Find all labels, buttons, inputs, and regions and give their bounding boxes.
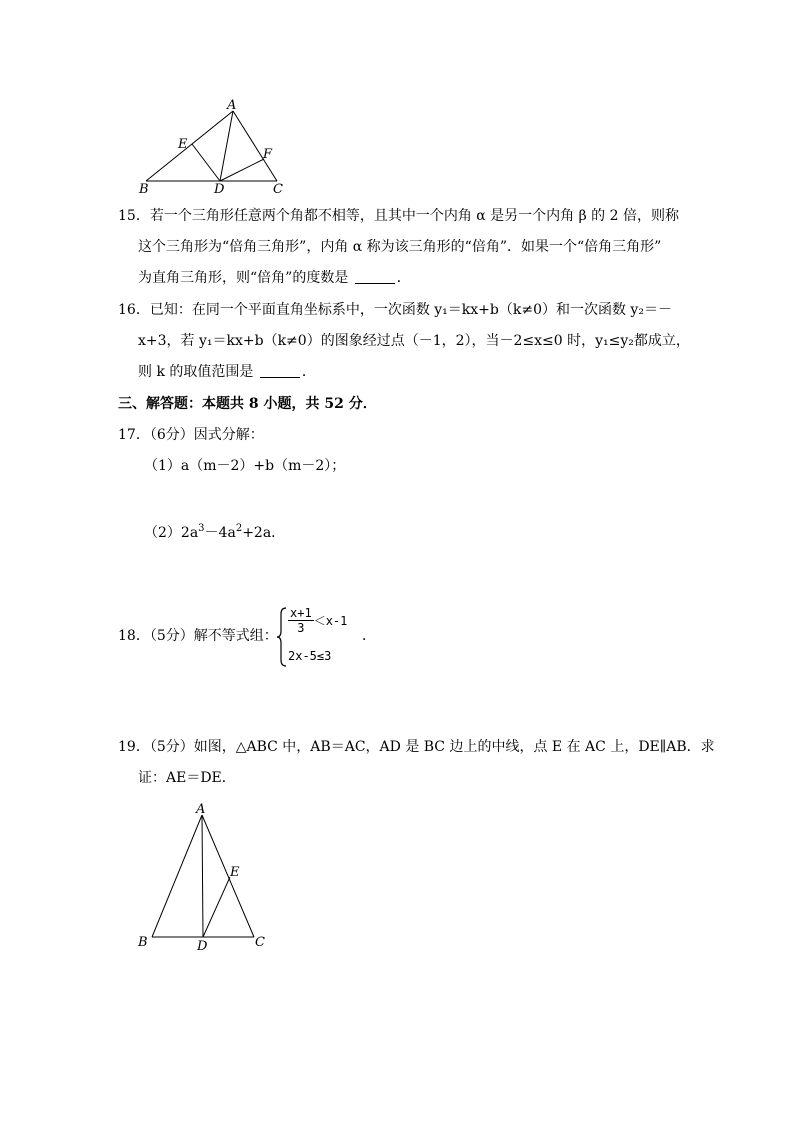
answer-blank[interactable] <box>355 271 395 284</box>
label-D: D <box>197 939 208 954</box>
q17-part2 <box>144 519 285 543</box>
q17-part1: （1）a（m－2）+b（m－2）； <box>144 458 346 474</box>
label-D: D <box>214 182 225 196</box>
label-E: E <box>230 865 240 880</box>
q16-end: ． <box>301 364 316 380</box>
ineq2: 2x-5≤3 <box>288 649 332 663</box>
section-heading: 三、解答题：本题共 8 小题，共 52 分． <box>118 396 377 412</box>
q16-line1: 16．已知：在同一个平面直角坐标系中，一次函数 y₁＝kx+b（k≠0）和一次函数 y₂＝－ <box>118 302 672 318</box>
q15-line2: 这个三角形为“倍角三角形”，内角 α 称为该三角形的“倍角”．如果一个“倍角三角形” <box>138 239 662 255</box>
q16-line3-text: 则 k 的取值范围是 <box>138 364 254 380</box>
q15-line3-text: 为直角三角形，则“倍角”的度数是 <box>138 270 349 286</box>
figure-triangle-abc-1 <box>130 96 300 196</box>
q17-part2-c: +2a． <box>242 525 286 541</box>
q17-title: 17．（6分）因式分解： <box>118 427 264 443</box>
q19-line2: 证：AE＝DE． <box>138 770 236 786</box>
system-brace <box>276 606 288 668</box>
q16-line3 <box>138 362 316 382</box>
label-A: A <box>196 802 206 817</box>
q18-end: ． <box>362 628 376 644</box>
q19-line1: 19．（5分）如图，△ABC 中，AB＝AC，AD 是 BC 边上的中线，点 E 在 AC 上，DE∥AB．求 <box>118 739 715 755</box>
q17-part2-b: －4a <box>204 525 236 541</box>
q17-exp2: 2 <box>235 523 243 534</box>
fraction-numerator: x+1 <box>290 606 312 620</box>
label-B: B <box>138 935 148 950</box>
ineq1-rel: ＜x-1 <box>313 614 348 628</box>
q17-exp1: 3 <box>198 523 205 534</box>
label-A: A <box>227 98 237 113</box>
q18-title: 18．（5分）解不等式组： <box>118 628 278 644</box>
q15-line3 <box>138 268 411 288</box>
label-E: E <box>178 137 188 152</box>
q15-line1: 15．若一个三角形任意两个角都不相等，且其中一个内角 α 是另一个内角 β 的 2 倍，则称 <box>118 208 679 224</box>
label-C: C <box>255 935 265 950</box>
ineq1 <box>288 606 347 635</box>
label-C: C <box>273 182 283 196</box>
label-B: B <box>139 182 149 196</box>
q17-part2-a: （2）2a <box>144 525 199 541</box>
fraction-denominator: 3 <box>297 621 305 635</box>
q16-line2: x+3，若 y₁＝kx+b（k≠0）的图象经过点（－1，2），当－2≤x≤0 时，y₁≤y₂都成立， <box>138 333 690 349</box>
figure-triangle-abc-2 <box>132 798 272 958</box>
q15-end: ． <box>396 270 411 286</box>
fraction <box>288 606 314 635</box>
answer-blank[interactable] <box>260 365 300 378</box>
label-F: F <box>263 147 273 162</box>
